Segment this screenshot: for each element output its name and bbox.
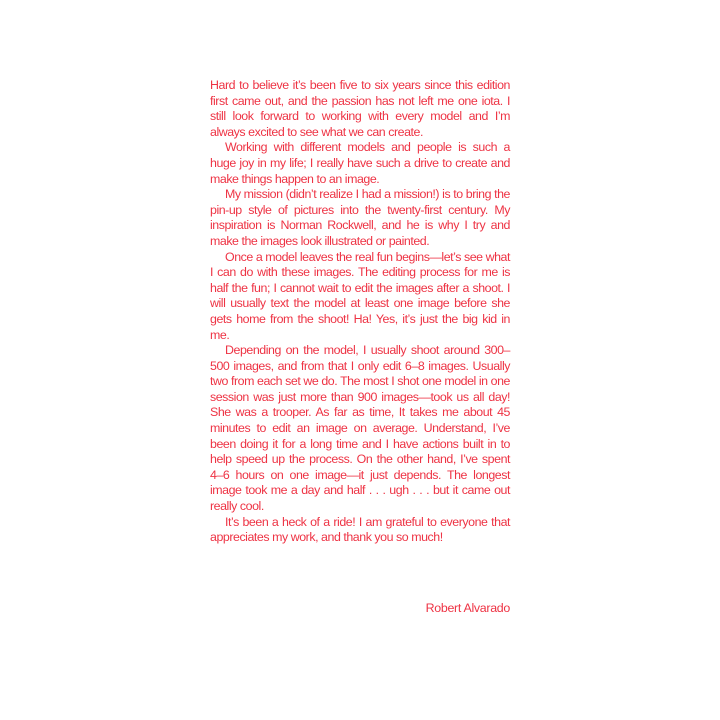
paragraph-3: My mission (didn’t realize I had a mission!) is to bring the pin-up style of pictures into the twenty-first century. My inspiration is Norman Rockwell, and he is why I try and make the images look illustrated or painted. [210,187,510,248]
paragraph-2: Working with different models and people is such a huge joy in my life; I really have such a drive to create and make things happen to an image. [210,140,510,186]
letter-body [210,78,510,546]
paragraph-5: Depending on the model, I usually shoot around 300–500 images, and from that I only edit 6–8 images. Usually two from each set we do. The most I shot one model in one session was just more than 900 images—took us all day! She was a trooper. As far as time, It takes me about 45 minutes to edit an image on average. Understand, I’ve been doing it for a long time and I have actions built in to help speed up the process. On the other hand, I’ve spent 4–6 hours on one image—it just depends. The longest image took me a day and half . . . ugh . . . but it came out really cool. [210,343,510,514]
author-signature: Robert Alvarado [425,601,510,615]
paragraph-1: Hard to believe it’s been five to six years since this edition first came out, and the passion has not left me one iota. I still look forward to working with every model and I’m always excited to see what we can create. [210,78,510,139]
paragraph-6: It’s been a heck of a ride! I am grateful to everyone that appreciates my work, and thank you so much! [210,514,510,545]
paragraph-4: Once a model leaves the real fun begins—let’s see what I can do with these images. The editing process for me is half the fun; I cannot wait to edit the images after a shoot. I will usually text the model at least one image before she gets home from the shoot! Ha! Yes, it’s just the big kid in me. [210,249,510,342]
